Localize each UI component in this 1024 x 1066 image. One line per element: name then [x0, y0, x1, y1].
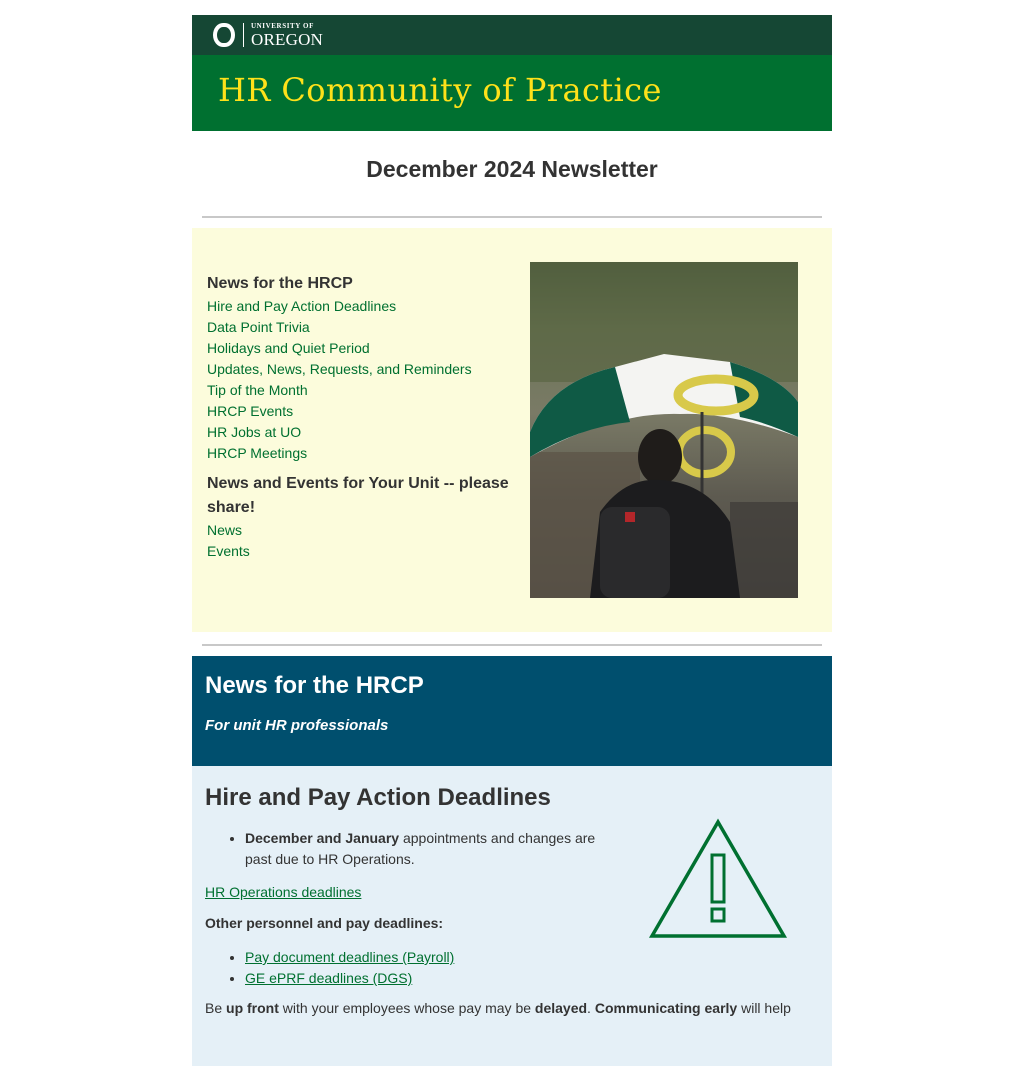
text: Be	[205, 1000, 227, 1016]
bold-text: up front	[226, 1000, 279, 1016]
divider	[202, 644, 822, 646]
bold-text: delayed	[534, 1000, 588, 1016]
toc-heading-news: News for the HRCP	[207, 275, 353, 292]
text: will help	[737, 1000, 791, 1016]
logo-small-text: UNIVERSITY OF	[251, 21, 314, 30]
toc-link-holidays[interactable]: Holidays and Quiet Period	[207, 340, 370, 356]
list-item	[245, 828, 615, 870]
divider	[202, 216, 822, 218]
toc-link-jobs[interactable]: HR Jobs at UO	[207, 424, 302, 440]
text: .	[587, 1000, 595, 1016]
logo-wordmark	[251, 23, 323, 48]
toc-link-deadlines[interactable]: Hire and Pay Action Deadlines	[207, 298, 397, 314]
bottom-paragraph	[205, 1000, 791, 1016]
other-deadlines-list	[205, 947, 454, 989]
payroll-deadlines-link[interactable]: Pay document deadlines (Payroll)	[245, 949, 455, 965]
bullet-bold-text: December and January	[245, 830, 400, 846]
logo-big-text: OREGON	[251, 29, 324, 49]
bold-text: Communicating early	[594, 1000, 738, 1016]
newsletter	[192, 15, 832, 1066]
toc-heading-unit: News and Events for Your Unit -- please share!	[207, 475, 509, 516]
toc-link-updates[interactable]: Updates, News, Requests, and Reminders	[207, 361, 472, 377]
umbrella-photo	[530, 262, 798, 598]
table-of-contents	[192, 228, 832, 632]
banner-title: HR Community of Practice	[218, 71, 662, 109]
banner	[192, 55, 832, 131]
toc-link-unit-events[interactable]: Events	[207, 543, 250, 559]
news-header-subtitle: For unit HR professionals	[205, 717, 389, 734]
deadlines-section	[192, 766, 832, 1066]
list-item	[245, 968, 454, 989]
bullet-text: appointments and changes are past due to HR Operations.	[245, 830, 596, 867]
top-bar	[192, 15, 832, 55]
photo-illustration	[530, 262, 798, 598]
toc-link-news[interactable]: News	[207, 522, 243, 538]
deadlines-list	[205, 828, 615, 870]
other-deadlines-heading: Other personnel and pay deadlines:	[205, 915, 444, 931]
toc-link-trivia[interactable]: Data Point Trivia	[207, 319, 310, 335]
dgs-deadlines-link[interactable]: GE ePRF deadlines (DGS)	[245, 970, 413, 986]
hr-operations-deadlines-link[interactable]: HR Operations deadlines	[205, 884, 362, 900]
toc-column	[207, 272, 517, 562]
toc-link-tip[interactable]: Tip of the Month	[207, 382, 308, 398]
ops-deadlines-paragraph	[205, 884, 361, 900]
text: with your employees whose pay may be	[278, 1000, 535, 1016]
news-header	[192, 656, 832, 766]
news-header-title: News for the HRCP	[205, 672, 424, 699]
newsletter-title: December 2024 Newsletter	[366, 156, 658, 182]
toc-link-events[interactable]: HRCP Events	[207, 403, 294, 419]
toc-link-meetings[interactable]: HRCP Meetings	[207, 445, 308, 461]
o-logo-icon	[213, 23, 235, 47]
uo-logo[interactable]	[213, 20, 323, 50]
logo-divider	[243, 23, 244, 47]
deadlines-heading: Hire and Pay Action Deadlines	[205, 784, 551, 811]
warning-icon	[648, 818, 788, 945]
list-item	[245, 947, 454, 968]
